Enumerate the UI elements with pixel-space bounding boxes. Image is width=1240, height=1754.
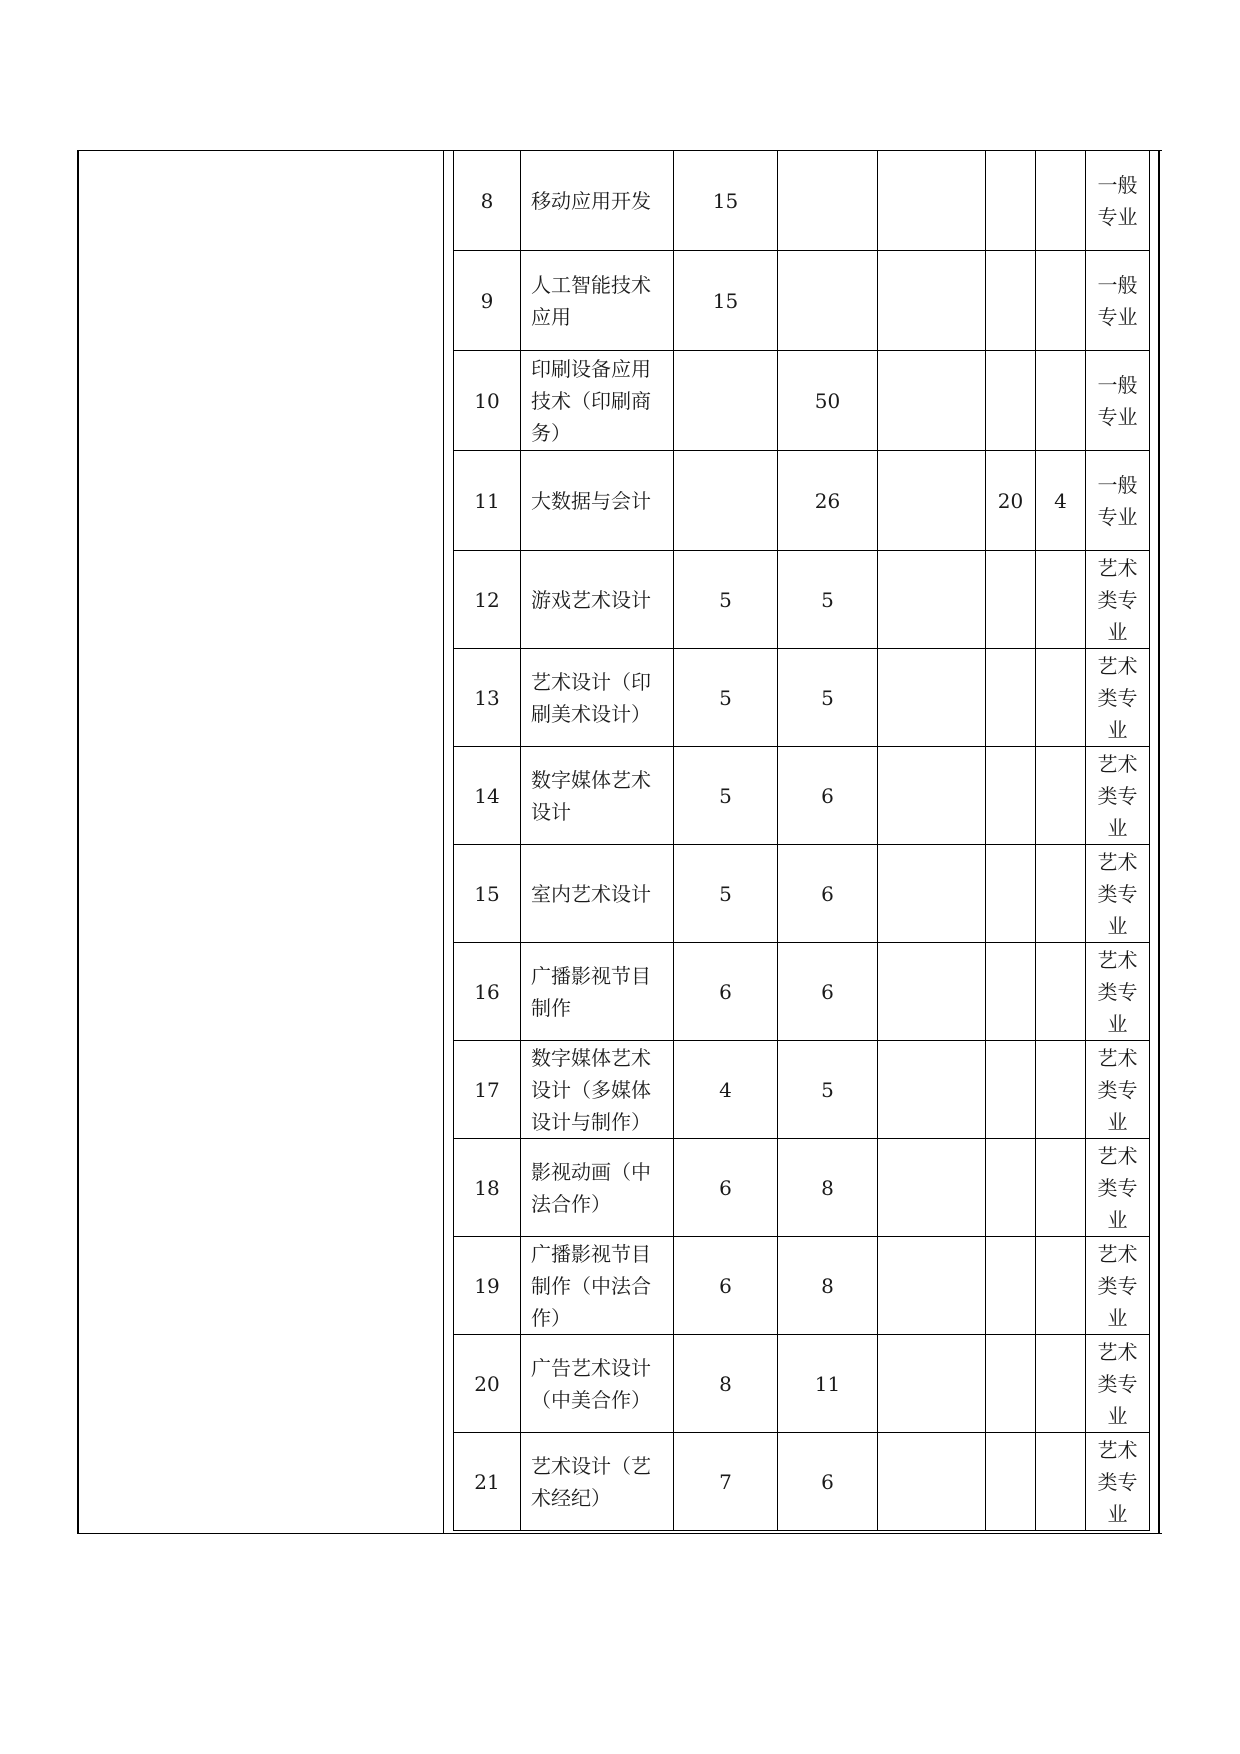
table-row bbox=[454, 747, 1150, 845]
count-col-4 bbox=[986, 151, 1036, 251]
count-col-3 bbox=[878, 943, 986, 1041]
row-number: 17 bbox=[454, 1041, 521, 1139]
count-col-5 bbox=[1036, 649, 1086, 747]
count-col-2: 5 bbox=[778, 649, 878, 747]
count-col-2: 6 bbox=[778, 1433, 878, 1531]
major-name: 印刷设备应用技术（印刷商务） bbox=[521, 351, 674, 451]
table-row bbox=[454, 551, 1150, 649]
table-row bbox=[454, 649, 1150, 747]
count-col-1: 5 bbox=[674, 747, 778, 845]
major-name: 广告艺术设计（中美合作） bbox=[521, 1335, 674, 1433]
count-col-3 bbox=[878, 747, 986, 845]
count-col-5 bbox=[1036, 845, 1086, 943]
row-number: 18 bbox=[454, 1139, 521, 1237]
major-category bbox=[1086, 551, 1150, 649]
count-col-1: 6 bbox=[674, 943, 778, 1041]
count-col-5 bbox=[1036, 151, 1086, 251]
table-row bbox=[454, 451, 1150, 551]
major-category bbox=[1086, 251, 1150, 351]
major-category bbox=[1086, 943, 1150, 1041]
count-col-2: 50 bbox=[778, 351, 878, 451]
row-number: 20 bbox=[454, 1335, 521, 1433]
row-number: 19 bbox=[454, 1237, 521, 1335]
major-name: 数字媒体艺术设计（多媒体设计与制作） bbox=[521, 1041, 674, 1139]
count-col-4 bbox=[986, 649, 1036, 747]
major-name: 艺术设计（印刷美术设计） bbox=[521, 649, 674, 747]
count-col-1: 5 bbox=[674, 649, 778, 747]
major-category bbox=[1086, 1041, 1150, 1139]
count-col-4 bbox=[986, 1139, 1036, 1237]
major-category bbox=[1086, 1237, 1150, 1335]
row-number: 9 bbox=[454, 251, 521, 351]
table-row bbox=[454, 1041, 1150, 1139]
count-col-4 bbox=[986, 1335, 1036, 1433]
count-col-1: 5 bbox=[674, 845, 778, 943]
major-category bbox=[1086, 1433, 1150, 1531]
count-col-5 bbox=[1036, 551, 1086, 649]
count-col-1: 8 bbox=[674, 1335, 778, 1433]
count-col-1 bbox=[674, 451, 778, 551]
count-col-5 bbox=[1036, 251, 1086, 351]
count-col-4 bbox=[986, 351, 1036, 451]
major-name: 广播影视节目制作 bbox=[521, 943, 674, 1041]
row-number: 16 bbox=[454, 943, 521, 1041]
count-col-3 bbox=[878, 649, 986, 747]
major-category bbox=[1086, 151, 1150, 251]
table-row bbox=[454, 251, 1150, 351]
major-name: 广播影视节目制作（中法合作） bbox=[521, 1237, 674, 1335]
major-category bbox=[1086, 845, 1150, 943]
category-label: 一般专业 bbox=[1097, 472, 1138, 529]
major-category bbox=[1086, 1335, 1150, 1433]
major-name: 游戏艺术设计 bbox=[521, 551, 674, 649]
category-label: 艺术类专业 bbox=[1097, 849, 1138, 938]
table-row bbox=[454, 1433, 1150, 1531]
count-col-3 bbox=[878, 1335, 986, 1433]
count-col-3 bbox=[878, 1433, 986, 1531]
count-col-5 bbox=[1036, 1139, 1086, 1237]
major-name: 影视动画（中法合作） bbox=[521, 1139, 674, 1237]
row-number: 14 bbox=[454, 747, 521, 845]
count-col-5 bbox=[1036, 1237, 1086, 1335]
count-col-4 bbox=[986, 551, 1036, 649]
count-col-3 bbox=[878, 1139, 986, 1237]
count-col-4 bbox=[986, 1237, 1036, 1335]
category-label: 一般专业 bbox=[1097, 172, 1138, 229]
count-col-2: 5 bbox=[778, 551, 878, 649]
category-label: 艺术类专业 bbox=[1097, 555, 1138, 644]
major-name: 移动应用开发 bbox=[521, 151, 674, 251]
row-number: 21 bbox=[454, 1433, 521, 1531]
table-row bbox=[454, 351, 1150, 451]
count-col-5 bbox=[1036, 747, 1086, 845]
count-col-4: 20 bbox=[986, 451, 1036, 551]
count-col-3 bbox=[878, 845, 986, 943]
category-label: 艺术类专业 bbox=[1097, 751, 1138, 840]
major-category bbox=[1086, 1139, 1150, 1237]
row-number: 13 bbox=[454, 649, 521, 747]
table-body bbox=[454, 151, 1150, 1531]
table-row bbox=[454, 845, 1150, 943]
left-column-divider bbox=[443, 150, 444, 1534]
count-col-2: 8 bbox=[778, 1237, 878, 1335]
table-row bbox=[454, 1335, 1150, 1433]
count-col-3 bbox=[878, 151, 986, 251]
row-number: 15 bbox=[454, 845, 521, 943]
major-category bbox=[1086, 451, 1150, 551]
count-col-1: 6 bbox=[674, 1237, 778, 1335]
major-name: 数字媒体艺术设计 bbox=[521, 747, 674, 845]
count-col-1: 4 bbox=[674, 1041, 778, 1139]
category-label: 艺术类专业 bbox=[1097, 1241, 1138, 1330]
table-row bbox=[454, 1237, 1150, 1335]
count-col-1: 15 bbox=[674, 151, 778, 251]
category-label: 艺术类专业 bbox=[1097, 1437, 1138, 1526]
count-col-3 bbox=[878, 1237, 986, 1335]
category-label: 艺术类专业 bbox=[1097, 653, 1138, 742]
count-col-1: 7 bbox=[674, 1433, 778, 1531]
count-col-3 bbox=[878, 451, 986, 551]
category-label: 艺术类专业 bbox=[1097, 1143, 1138, 1232]
category-label: 一般专业 bbox=[1097, 272, 1138, 329]
count-col-1 bbox=[674, 351, 778, 451]
count-col-2: 26 bbox=[778, 451, 878, 551]
table-row bbox=[454, 943, 1150, 1041]
count-col-2: 8 bbox=[778, 1139, 878, 1237]
category-label: 艺术类专业 bbox=[1097, 1339, 1138, 1428]
major-category bbox=[1086, 649, 1150, 747]
count-col-4 bbox=[986, 1433, 1036, 1531]
count-col-5 bbox=[1036, 1041, 1086, 1139]
major-name: 艺术设计（艺术经纪） bbox=[521, 1433, 674, 1531]
category-label: 艺术类专业 bbox=[1097, 947, 1138, 1036]
major-category bbox=[1086, 351, 1150, 451]
count-col-1: 15 bbox=[674, 251, 778, 351]
count-col-5 bbox=[1036, 943, 1086, 1041]
count-col-5 bbox=[1036, 1335, 1086, 1433]
count-col-4 bbox=[986, 1041, 1036, 1139]
major-name: 人工智能技术应用 bbox=[521, 251, 674, 351]
count-col-3 bbox=[878, 251, 986, 351]
table-right-border bbox=[1158, 150, 1160, 1534]
major-name: 大数据与会计 bbox=[521, 451, 674, 551]
table-row bbox=[454, 151, 1150, 251]
enrollment-plan-table bbox=[453, 150, 1150, 1531]
count-col-5 bbox=[1036, 1433, 1086, 1531]
count-col-3 bbox=[878, 1041, 986, 1139]
count-col-2: 6 bbox=[778, 747, 878, 845]
count-col-2: 5 bbox=[778, 1041, 878, 1139]
count-col-3 bbox=[878, 551, 986, 649]
count-col-2: 6 bbox=[778, 943, 878, 1041]
count-col-5 bbox=[1036, 351, 1086, 451]
row-number: 11 bbox=[454, 451, 521, 551]
count-col-3 bbox=[878, 351, 986, 451]
major-name: 室内艺术设计 bbox=[521, 845, 674, 943]
count-col-1: 6 bbox=[674, 1139, 778, 1237]
category-label: 艺术类专业 bbox=[1097, 1045, 1138, 1134]
count-col-4 bbox=[986, 845, 1036, 943]
row-number: 10 bbox=[454, 351, 521, 451]
count-col-2: 6 bbox=[778, 845, 878, 943]
count-col-2 bbox=[778, 251, 878, 351]
count-col-5: 4 bbox=[1036, 451, 1086, 551]
row-number: 8 bbox=[454, 151, 521, 251]
count-col-2 bbox=[778, 151, 878, 251]
count-col-4 bbox=[986, 747, 1036, 845]
major-category bbox=[1086, 747, 1150, 845]
count-col-2: 11 bbox=[778, 1335, 878, 1433]
count-col-1: 5 bbox=[674, 551, 778, 649]
table-row bbox=[454, 1139, 1150, 1237]
count-col-4 bbox=[986, 943, 1036, 1041]
category-label: 一般专业 bbox=[1097, 372, 1138, 429]
row-number: 12 bbox=[454, 551, 521, 649]
count-col-4 bbox=[986, 251, 1036, 351]
